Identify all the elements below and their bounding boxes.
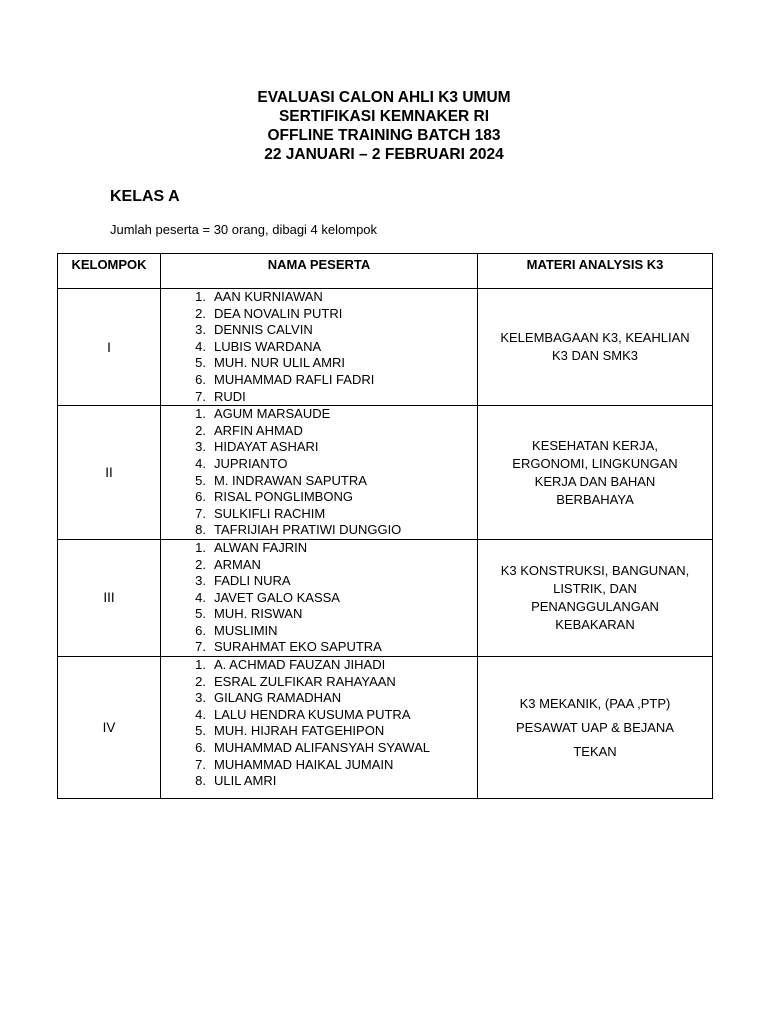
title-line-1: EVALUASI CALON AHLI K3 UMUM [257,89,511,106]
list-item: 1. AGUM MARSAUDE [195,406,331,422]
materi-cell [478,406,713,540]
list-item: 2. ARMAN [195,556,261,572]
list-item: 6. RISAL PONGLIMBONG [195,489,353,505]
header-kelompok: KELOMPOK [58,254,161,289]
materi-cell [478,289,713,406]
list-item: 4. LUBIS WARDANA [195,338,322,354]
group-number: III [58,539,161,656]
title-line-4: 22 JANUARI – 2 FEBRUARI 2024 [264,146,504,163]
list-item: 7. RUDI [195,388,246,404]
materi-cell [478,657,713,799]
table-row [58,539,713,656]
table-row [58,657,713,799]
list-item: 7. MUHAMMAD HAIKAL JUMAIN [195,756,394,772]
group-number: I [58,289,161,406]
materi-line: ERGONOMI, LINGKUNGAN [512,455,678,471]
member-list [161,289,477,405]
list-item: 3. GILANG RAMADHAN [195,690,342,706]
member-list-cell [161,289,478,406]
materi-line: K3 MEKANIK, (PAA ,PTP) [519,695,671,711]
title-line-3: OFFLINE TRAINING BATCH 183 [267,127,501,144]
list-item: 4. LALU HENDRA KUSUMA PUTRA [195,706,411,722]
list-item: 1. AAN KURNIAWAN [195,289,323,304]
list-item: 6. MUHAMMAD RAFLI FADRI [195,371,375,387]
list-item: 2. ARFIN AHMAD [195,422,303,438]
header-nama-peserta: NAMA PESERTA [161,254,478,289]
list-item: 7. SURAHMAT EKO SAPUTRA [195,639,382,655]
materi-line: KELEMBAGAAN K3, KEAHLIAN [500,330,690,346]
list-item: 3. DENNIS CALVIN [195,322,313,338]
materi-line: KERJA DAN BAHAN [534,473,656,489]
materi-line: K3 DAN SMK3 [552,348,638,364]
list-item: 3. HIDAYAT ASHARI [195,439,319,455]
group-number: IV [58,657,161,799]
list-item: 2. DEA NOVALIN PUTRI [195,305,343,321]
list-item: 8. ULIL AMRI [195,773,277,789]
materi-line: KEBAKARAN [555,616,635,632]
list-item: 1. A. ACHMAD FAUZAN JIHADI [195,657,386,673]
table-row [58,406,713,540]
materi-cell [478,539,713,656]
materi-line: PESAWAT UAP & BEJANA [516,719,674,735]
member-list [161,657,477,790]
materi-line: TEKAN [573,743,617,759]
group-number: II [58,406,161,540]
list-item: 5. MUH. HIJRAH FATGEHIPON [195,723,385,739]
class-heading: KELAS A [110,188,180,205]
member-list-cell [161,657,478,799]
list-item: 6. MUSLIMIN [195,622,278,638]
title-line-2: SERTIFIKASI KEMNAKER RI [278,108,490,125]
materi-line: KESEHATAN KERJA, [532,437,658,453]
materi-line: PENANGGULANGAN [531,598,659,614]
member-list-cell [161,539,478,656]
materi-line: K3 KONSTRUKSI, BANGUNAN, [500,562,690,578]
list-item: 1. ALWAN FAJRIN [195,539,308,555]
member-list-cell [161,406,478,540]
group-table [57,253,713,799]
list-item: 5. MUH. NUR ULIL AMRI [195,355,345,371]
list-item: 3. FADLI NURA [195,573,291,589]
list-item: 6. MUHAMMAD ALIFANSYAH SYAWAL [195,740,430,756]
list-item: 4. JUPRIANTO [195,455,288,471]
materi-line: LISTRIK, DAN [553,580,637,596]
header-materi: MATERI ANALYSIS K3 [478,254,713,289]
member-list [161,406,477,539]
document-title [0,88,768,164]
list-item: 5. M. INDRAWAN SAPUTRA [195,472,367,488]
list-item: 4. JAVET GALO KASSA [195,589,340,605]
table-header-row [58,254,713,289]
participant-count: Jumlah peserta = 30 orang, dibagi 4 kelompok [110,222,378,237]
list-item: 7. SULKIFLI RACHIM [195,505,326,521]
member-list [161,540,477,656]
list-item: 2. ESRAL ZULFIKAR RAHAYAAN [195,673,396,689]
list-item: 5. MUH. RISWAN [195,606,303,622]
list-item: 8. TAFRIJIAH PRATIWI DUNGGIO [195,522,402,538]
table-row [58,289,713,406]
materi-line: BERBAHAYA [556,491,634,507]
